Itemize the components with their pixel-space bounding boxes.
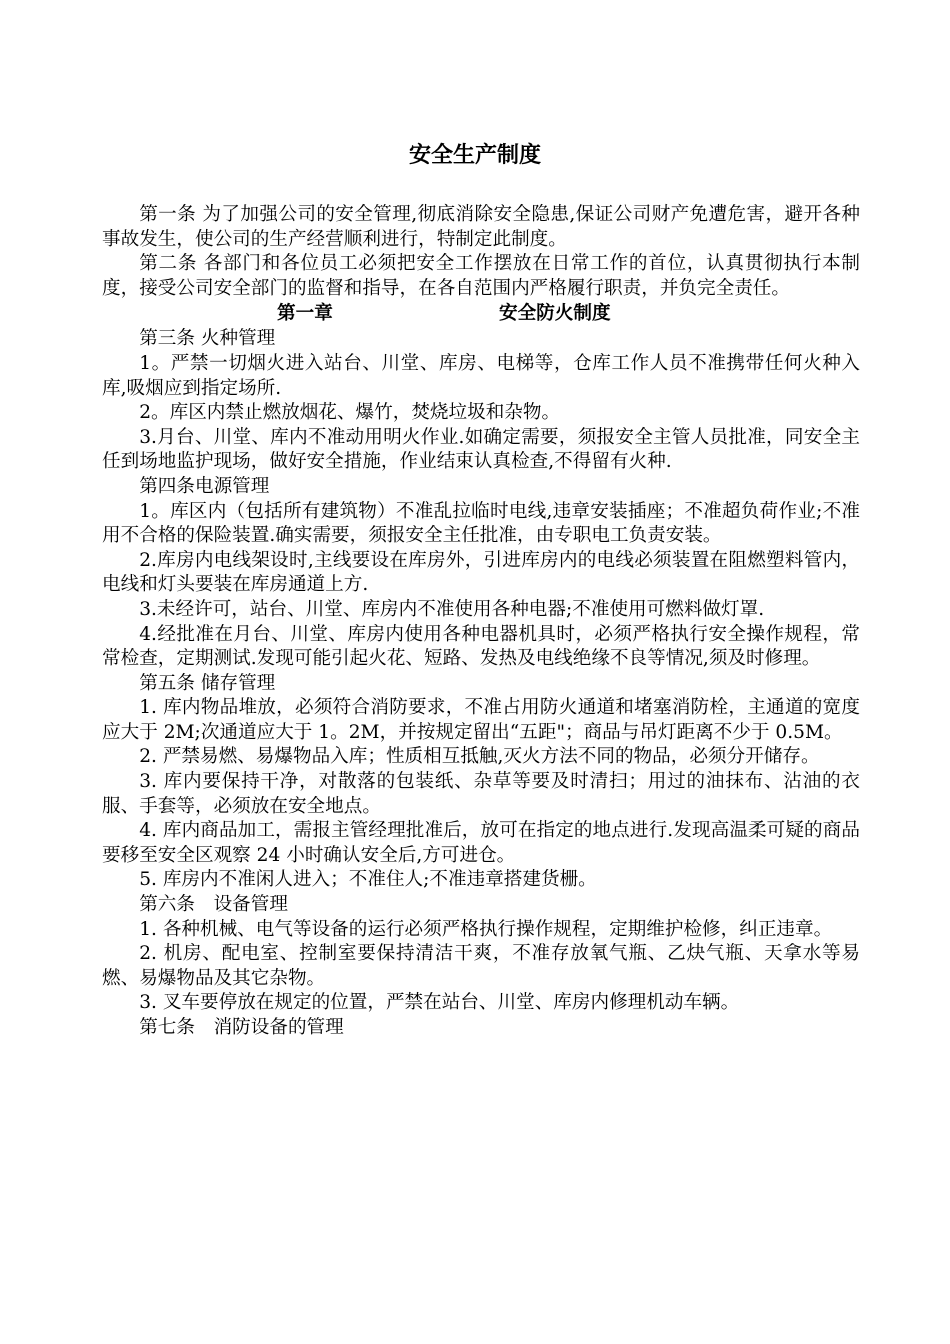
article-6-heading: 第六条 设备管理 — [139, 894, 288, 916]
article-3-heading: 第三条 火种管理 — [139, 328, 276, 350]
article-4-item-4: 4.经批准在月台、川堂、库房内使用各种电器机具时，必须严格执行安全操作规程，常常检查，定期测试.发现可能引起火花、短路、发热及电线绝缘不良等情况,须及时修理。 — [102, 623, 860, 670]
article-3-item-3: 3.月台、川堂、库内不准动用明火作业.如确定需要，须报安全主管人员批准，同安全主任到场地监护现场，做好安全措施，作业结束认真检查,不得留有火种. — [102, 426, 860, 473]
article-5-item-4: 4. 库内商品加工，需报主管经理批准后，放可在指定的地点进行.发现高温柔可疑的商品要移至安全区观察 24 小时确认安全后,方可进仓。 — [102, 820, 860, 866]
article-4-item-2: 2.库房内电线架设时,主线要设在库房外，引进库房内的电线必须装置在阻燃塑料管内，电线和灯头要装在库房通道上方. — [102, 549, 860, 596]
document-body — [102, 203, 860, 1041]
article-1: 第一条 为了加强公司的安全管理,彻底消除安全隐患,保证公司财产免遭危害，避开各种事故发生，使公司的生产经营顺利进行，特制定此制度。 — [102, 204, 860, 250]
article-5-item-5: 5. 库房内不准闲人进入；不准住人;不准违章搭建货栅。 — [139, 869, 597, 891]
article-7-heading: 第七条 消防设备的管理 — [139, 1017, 344, 1038]
article-4-item-3: 3.未经许可，站台、川堂、库房内不准使用各种电器;不准使用可燃料做灯罩. — [139, 598, 765, 620]
article-3-item-2: 2。库区内禁止燃放烟花、爆竹，焚烧垃圾和杂物。 — [139, 402, 561, 424]
article-6-item-2: 2. 机房、配电室、控制室要保持清洁干爽，不准存放氧气瓶、乙炔气瓶、天拿水等易燃、易爆物品及其它杂物。 — [102, 943, 860, 989]
chapter-heading — [102, 301, 860, 327]
document-title: 安全生产制度 — [408, 143, 541, 168]
article-6-item-1: 1. 各种机械、电气等设备的运行必须严格执行操作规程，定期维护检修，纠正违章。 — [139, 918, 833, 940]
article-5-heading: 第五条 储存管理 — [139, 672, 276, 694]
article-5-item-2: 2. 严禁易燃、易爆物品入库；性质相互抵触,灭火方法不同的物品，必须分开储存。 — [139, 746, 820, 768]
article-5-item-1: 1. 库内物品堆放，必须符合消防要求，不准占用防火通道和堵塞消防栓，主通道的宽度应大于 2M;次通道应大于 1。2M，并按规定留出“五距"；商品与吊灯距离不少于 0.5M。 — [102, 697, 860, 743]
chapter-number: 第一章 — [277, 303, 333, 325]
article-5-item-3: 3. 库内要保持干净，对散落的包装纸、杂草等要及时清扫；用过的油抹布、沾油的衣服、手套等，必须放在安全地点。 — [102, 771, 860, 817]
chapter-name: 安全防火制度 — [499, 303, 611, 325]
article-2: 第二条 各部门和各位员工必须把安全工作摆放在日常工作的首位，认真贯彻执行本制度，接受公司安全部门的监督和指导，在各自范围内严格履行职责，并负完全责任。 — [102, 253, 860, 299]
article-3-item-1: 1。严禁一切烟火进入站台、川堂、库房、电梯等，仓库工作人员不准携带任何火种入库,吸烟应到指定场所. — [102, 352, 860, 399]
article-6-item-3: 3. 叉车要停放在规定的位置，严禁在站台、川堂、库房内修理机动车辆。 — [139, 992, 740, 1014]
article-4-heading: 第四条电源管理 — [139, 475, 270, 497]
article-4-item-1: 1。库区内（包括所有建筑物）不准乱拉临时电线,违章安装插座；不准超负荷作业;不准用不合格的保险装置.确实需要，须报安全主任批准，由专职电工负责安装。 — [102, 500, 860, 547]
